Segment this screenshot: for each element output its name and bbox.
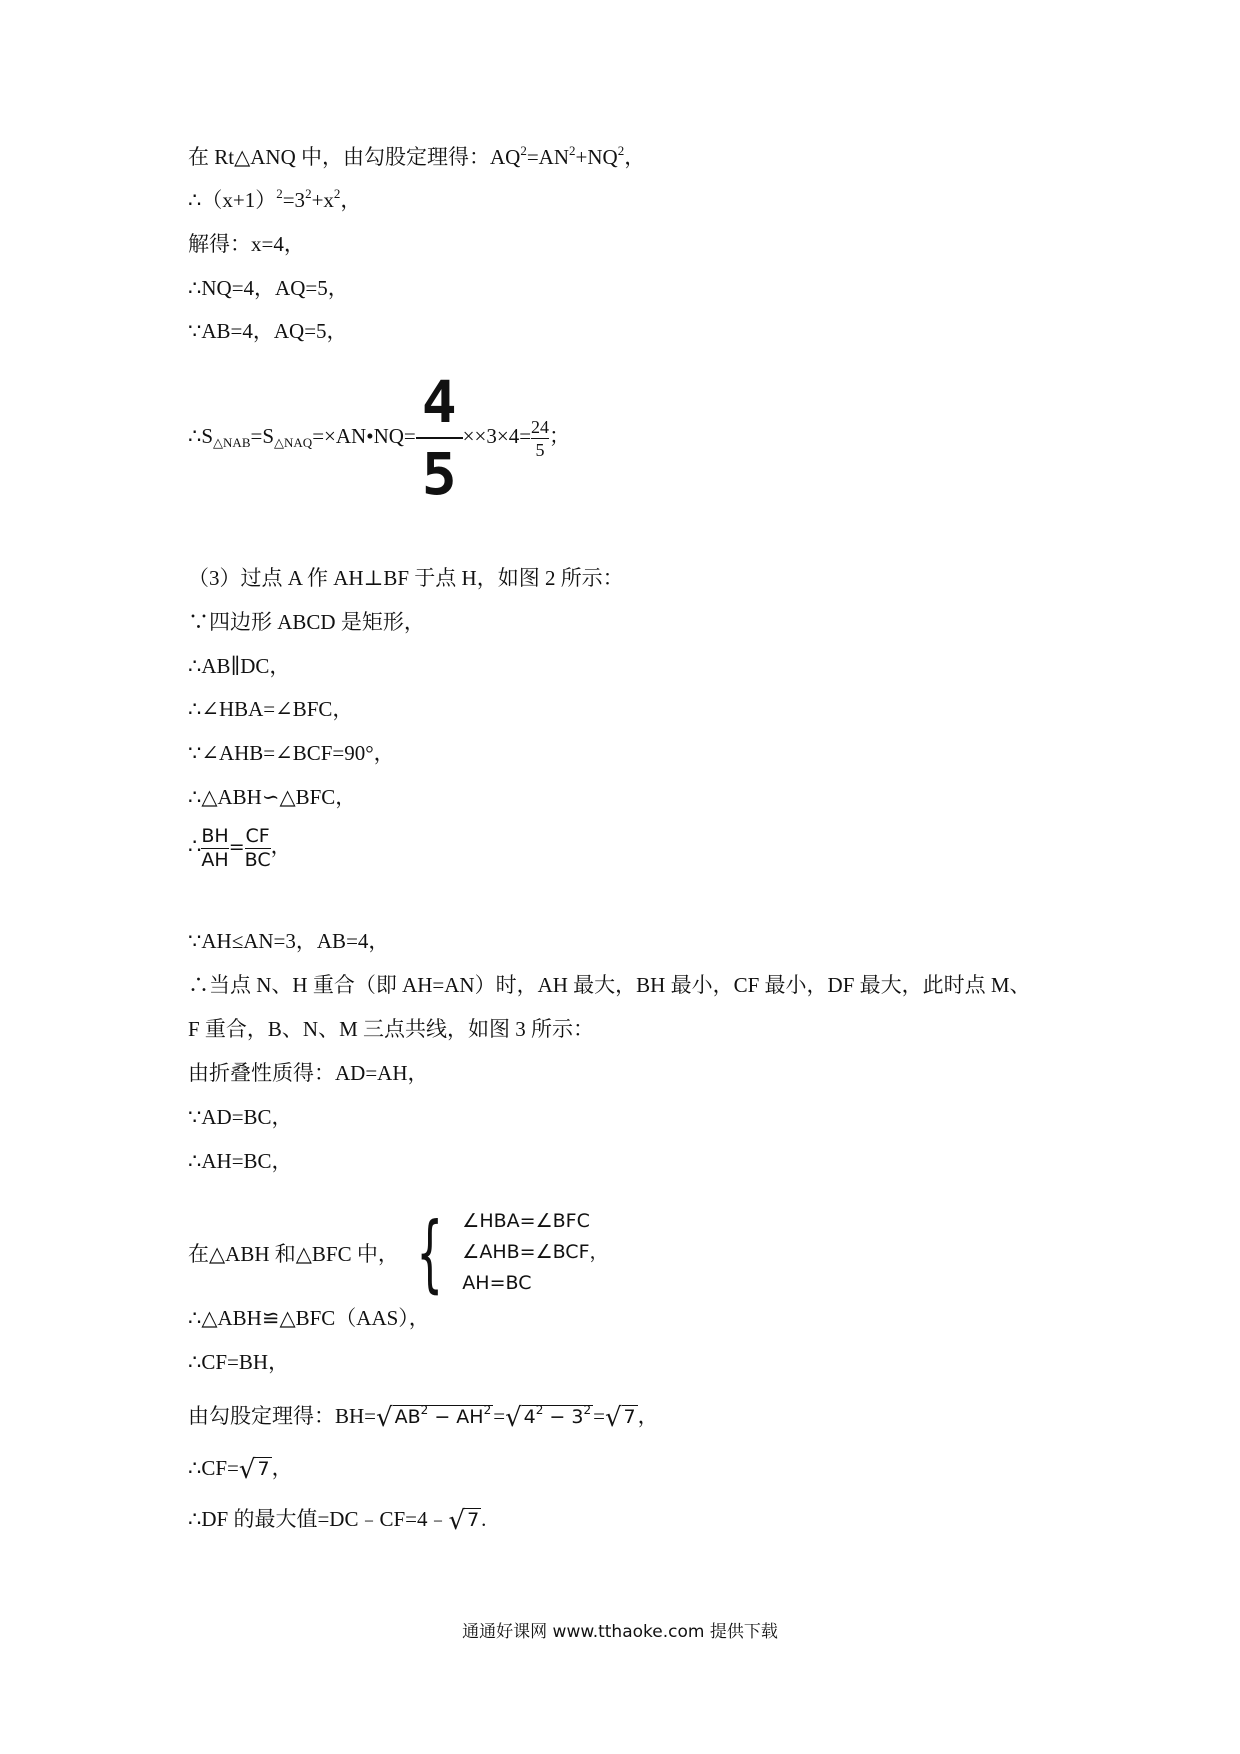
text: = xyxy=(493,1404,506,1428)
text: 4 xyxy=(523,1406,536,1428)
text: 在△ABH 和△BFC 中， xyxy=(188,1241,399,1266)
superscript: 2 xyxy=(483,1403,492,1417)
line-parallel: ∴AB∥DC， xyxy=(188,654,291,678)
brace: { xyxy=(416,1203,443,1302)
line-ad-bc: ∵AD=BC， xyxy=(188,1105,293,1129)
equation-system xyxy=(462,1206,608,1299)
line-collinear: F 重合，B、N、M 三点共线，如图 3 所示： xyxy=(188,1017,595,1041)
fraction-bar xyxy=(531,438,549,439)
fraction-denominator: BC xyxy=(244,848,271,871)
superscript: 2 xyxy=(569,143,576,158)
line-ab-aq: ∵AB=4，AQ=5， xyxy=(188,319,348,343)
line-df-max xyxy=(188,1501,486,1539)
line-pythagoras-anq xyxy=(188,142,645,172)
superscript: 2 xyxy=(520,143,527,158)
line-congruent: ∴△ABH≌△BFC（AAS）， xyxy=(188,1306,430,1330)
small-fraction xyxy=(531,418,549,459)
text: . xyxy=(481,1507,487,1531)
radical-sign: √ xyxy=(238,1455,256,1485)
subscript: △NAB xyxy=(213,435,251,450)
text: AB xyxy=(394,1406,421,1428)
text: ， xyxy=(270,834,292,858)
superscript: 2 xyxy=(617,143,625,158)
fraction-bar xyxy=(416,437,463,439)
sqrt-expression xyxy=(505,1398,593,1436)
text: ， xyxy=(624,145,646,169)
fraction-denominator: 5 xyxy=(535,439,545,460)
text: =3 xyxy=(282,188,306,212)
text: ∴（x+1） xyxy=(188,188,277,212)
line-part3: （3）过点 A 作 AH⊥BF 于点 H，如图 2 所示： xyxy=(188,566,624,590)
superscript: 2 xyxy=(305,186,312,201)
text: =AN xyxy=(526,145,570,169)
sqrt-expression xyxy=(449,1501,482,1539)
text: ∴DF 的最大值=DC﹣CF=4﹣ xyxy=(188,1507,449,1531)
fraction-bh-ah xyxy=(201,824,229,871)
line-ah-bound: ∵AH≤AN=3，AB=4， xyxy=(188,929,390,953)
radicand xyxy=(393,1405,494,1428)
fraction-cf-bc xyxy=(244,824,271,871)
text: =S xyxy=(250,424,275,448)
big-fraction xyxy=(416,368,463,509)
line-equation-x xyxy=(188,185,361,215)
fraction-denominator: AH xyxy=(201,848,229,871)
line-folding: 由折叠性质得：AD=AH， xyxy=(188,1061,429,1085)
fraction-numerator: 24 xyxy=(531,416,550,437)
text: ××3×4= xyxy=(462,424,532,448)
text: ∴CF= xyxy=(188,1456,239,1480)
text: +NQ xyxy=(575,145,618,169)
fraction-numerator: BH xyxy=(201,824,229,847)
line-ratio xyxy=(188,818,292,875)
sqrt-expression xyxy=(376,1398,493,1436)
system-row: ∠HBA=∠BFC xyxy=(462,1210,590,1232)
line-ah-bc: ∴AH=BC， xyxy=(188,1149,293,1173)
system-row: ∠AHB=∠BCF， xyxy=(462,1241,609,1263)
text: =×AN•NQ= xyxy=(312,424,416,448)
text: = xyxy=(228,836,245,858)
superscript: 2 xyxy=(276,186,283,201)
radicand: 7 xyxy=(257,1458,270,1480)
line-bh-value xyxy=(188,1398,659,1436)
sqrt-expression xyxy=(239,1450,272,1488)
subscript: △NAQ xyxy=(274,435,313,450)
line-angle-ahb: ∵∠AHB=∠BCF=90°， xyxy=(188,741,395,765)
line-nq-aq: ∴NQ=4，AQ=5， xyxy=(188,276,349,300)
text: − AH xyxy=(428,1406,484,1428)
line-solution: 解得：x=4， xyxy=(188,232,305,256)
text: 由勾股定理得：BH= xyxy=(188,1404,377,1428)
sqrt-expression xyxy=(605,1398,638,1436)
text: ∴ xyxy=(188,834,202,858)
radical-sign: √ xyxy=(505,1403,522,1433)
radical-sign: √ xyxy=(376,1403,393,1433)
text: ， xyxy=(637,1404,659,1428)
line-rectangle: ∵四边形 ABCD 是矩形， xyxy=(188,610,425,634)
line-system xyxy=(188,1203,609,1302)
text: = xyxy=(593,1404,605,1428)
radicand: 7 xyxy=(467,1509,480,1531)
radicand: 7 xyxy=(623,1406,636,1428)
superscript: 2 xyxy=(535,1403,544,1417)
text: ； xyxy=(549,424,571,448)
line-cf-value xyxy=(188,1450,293,1488)
text: +x xyxy=(311,188,334,212)
fraction-numerator: 4 xyxy=(421,368,457,437)
text: 在 Rt△ANQ 中，由勾股定理得：AQ xyxy=(188,145,521,169)
line-similar: ∴△ABH∽△BFC， xyxy=(188,785,357,809)
text: ， xyxy=(271,1456,293,1480)
line-angle-hba: ∴∠HBA=∠BFC， xyxy=(188,697,354,721)
radical-sign: √ xyxy=(604,1403,622,1433)
line-cf-bh: ∴CF=BH， xyxy=(188,1350,290,1374)
superscript: 2 xyxy=(420,1403,429,1417)
text: − 3 xyxy=(543,1406,584,1428)
line-coincide: ∴当点 N、H 重合（即 AH=AN）时，AH 最大，BH 最小，CF 最小，DF 最大，此时点 M、 xyxy=(188,973,1031,997)
page-footer: 通通好课网 www.tthaoke.com 提供下载 xyxy=(462,1622,778,1642)
radical-sign: √ xyxy=(448,1506,466,1536)
radicand xyxy=(522,1405,593,1428)
fraction-numerator: CF xyxy=(245,824,270,847)
line-area xyxy=(188,366,571,509)
superscript: 2 xyxy=(333,186,341,201)
text: ， xyxy=(340,188,362,212)
text: ∴S xyxy=(188,424,214,448)
system-row: AH=BC xyxy=(462,1272,532,1294)
fraction-denominator: 5 xyxy=(421,440,457,509)
superscript: 2 xyxy=(583,1403,592,1417)
